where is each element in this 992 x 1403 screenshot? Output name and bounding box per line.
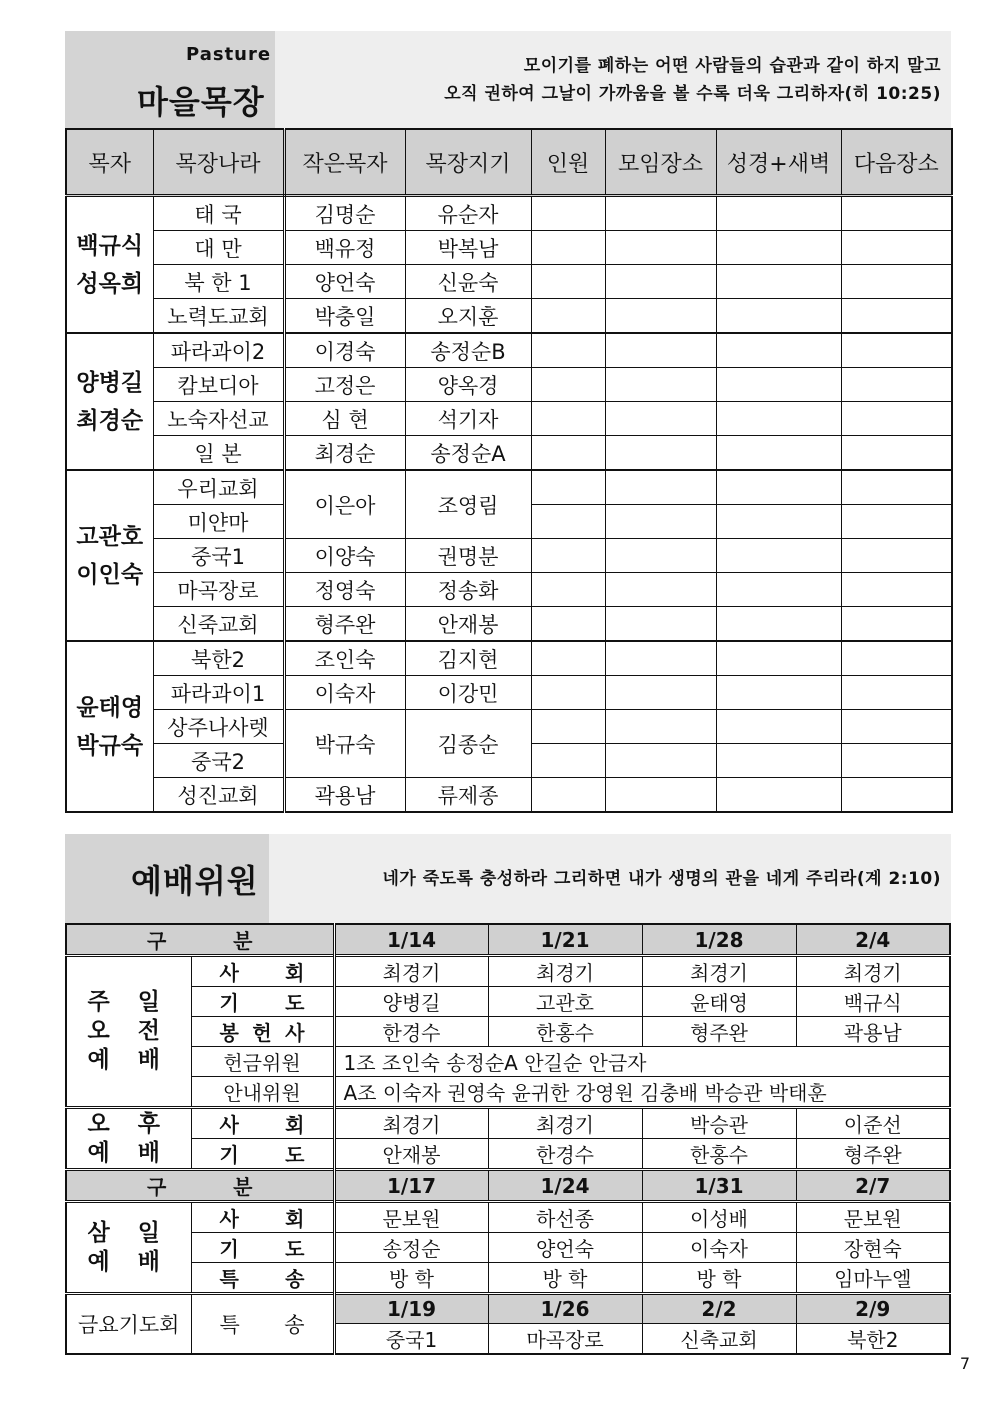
count-cell [531,676,605,710]
pasture-header [65,31,951,128]
table-row [66,436,952,471]
place-cell [605,641,716,676]
place-cell [605,505,716,539]
count-cell [531,265,605,299]
page-number: 7 [959,1354,970,1373]
role-mc: 사 회 [191,1108,334,1139]
small-pastor-cell: 박규숙 [284,710,405,778]
small-pastor-cell: 형주완 [284,607,405,642]
country-cell: 파라과이2 [153,333,284,368]
small-pastor-cell: 고정은 [284,368,405,402]
small-pastor-cell: 정영숙 [284,573,405,607]
small-pastor-cell: 백유정 [284,231,405,265]
place-cell [605,607,716,642]
count-cell [531,333,605,368]
sunday-am-label: 주 일 오 전 예 배 [66,956,191,1108]
role-prayer: 기 도 [191,1139,334,1170]
am-offering-committee-row [66,1047,950,1077]
bible-cell [716,299,841,334]
bible-cell [716,231,841,265]
next-cell [841,778,952,813]
wed-special-cell: 방 학 [642,1263,796,1294]
keeper-cell: 조영림 [405,470,531,539]
next-cell [841,299,952,334]
role-prayer: 기 도 [191,1233,334,1263]
count-cell [531,196,605,231]
table-row [66,402,952,436]
keeper-cell: 송정순B [405,333,531,368]
role-mc: 사 회 [191,956,334,987]
group-pastor: 고관호 이인숙 [66,470,153,641]
small-pastor-cell: 이은아 [284,470,405,539]
next-cell [841,505,952,539]
date-cell: 2/7 [796,1170,950,1202]
worship-verse: 네가 죽도록 충성하라 그리하면 내가 생명의 관을 네게 주리라(계 2:10) [382,869,941,889]
keeper-cell: 안재봉 [405,607,531,642]
header-meeting-place: 모임장소 [605,129,716,196]
keeper-cell: 신윤숙 [405,265,531,299]
table-row [66,778,952,813]
keeper-cell: 오지훈 [405,299,531,334]
country-cell: 미얀마 [153,505,284,539]
country-cell: 상주나사렛 [153,710,284,744]
wed-special-cell: 임마누엘 [796,1263,950,1294]
fri-special-cell: 신축교회 [642,1324,796,1355]
fri-label: 금요기도회 [66,1294,191,1355]
country-cell: 우리교회 [153,470,284,505]
next-cell [841,744,952,778]
table-row [66,710,952,744]
pm-mc-cell: 최경기 [488,1108,642,1139]
next-cell [841,539,952,573]
date-cell: 1/17 [334,1170,488,1202]
table-row [66,607,952,642]
pm-prayer-row [66,1139,950,1170]
bible-cell [716,607,841,642]
worship-title-ko: 예배위원 [131,862,259,900]
bible-cell [716,505,841,539]
country-cell: 파라과이1 [153,676,284,710]
wed-mc-row [66,1202,950,1233]
pm-mc-row [66,1108,950,1139]
date-cell: 1/31 [642,1170,796,1202]
bible-cell [716,333,841,368]
header-country: 목장나라 [153,129,284,196]
table-row [66,470,952,505]
am-mc-row [66,956,950,987]
table-row [66,573,952,607]
next-cell [841,402,952,436]
bible-cell [716,744,841,778]
header-small-pastor: 작은목자 [284,129,405,196]
sunday-date-row [66,924,950,956]
country-cell: 북한2 [153,641,284,676]
keeper-cell: 양옥경 [405,368,531,402]
header-keeper: 목장지기 [405,129,531,196]
am-offering-cell: 한홍수 [488,1017,642,1047]
count-cell [531,299,605,334]
guide-committee-cell: A조 이숙자 권영숙 윤귀한 강영원 김충배 박승관 박태훈 [334,1077,950,1108]
small-pastor-cell: 박충일 [284,299,405,334]
date-cell: 2/2 [642,1294,796,1324]
count-cell [531,539,605,573]
wed-prayer-cell: 장현숙 [796,1233,950,1263]
header-pastor: 목자 [66,129,153,196]
next-cell [841,641,952,676]
count-cell [531,744,605,778]
role-offering: 봉 헌 사 [191,1017,334,1047]
bible-cell [716,436,841,471]
country-cell: 마곡장로 [153,573,284,607]
small-pastor-cell: 이경숙 [284,333,405,368]
role-prayer: 기 도 [191,987,334,1017]
pasture-table [65,128,953,813]
date-cell: 1/24 [488,1170,642,1202]
division-header: 구 분 [66,924,334,956]
next-cell [841,368,952,402]
date-cell: 1/21 [488,924,642,956]
date-cell: 1/14 [334,924,488,956]
pasture-title-ko: 마을목장 [137,83,265,121]
keeper-cell: 이강민 [405,676,531,710]
wed-mc-cell: 문보원 [334,1202,488,1233]
wed-prayer-cell: 이숙자 [642,1233,796,1263]
bible-cell [716,402,841,436]
keeper-cell: 박복남 [405,231,531,265]
am-prayer-cell: 백규식 [796,987,950,1017]
pm-prayer-cell: 한경수 [488,1139,642,1170]
am-offering-cell: 한경수 [334,1017,488,1047]
role-special: 특 송 [191,1263,334,1294]
keeper-cell: 김지현 [405,641,531,676]
bible-cell [716,676,841,710]
pm-prayer-cell: 형주완 [796,1139,950,1170]
country-cell: 대 만 [153,231,284,265]
small-pastor-cell: 심 현 [284,402,405,436]
place-cell [605,573,716,607]
group-pastor: 백규식 성옥희 [66,196,153,334]
pm-prayer-cell: 안재봉 [334,1139,488,1170]
wed-mc-cell: 하선종 [488,1202,642,1233]
place-cell [605,710,716,744]
table-row [66,196,952,231]
next-cell [841,333,952,368]
country-cell: 캄보디아 [153,368,284,402]
next-cell [841,196,952,231]
am-prayer-row [66,987,950,1017]
wed-special-row [66,1263,950,1294]
date-cell: 1/28 [642,924,796,956]
next-cell [841,607,952,642]
keeper-cell: 석기자 [405,402,531,436]
pm-mc-cell: 박승관 [642,1108,796,1139]
place-cell [605,231,716,265]
place-cell [605,368,716,402]
place-cell [605,436,716,471]
place-cell [605,196,716,231]
am-mc-cell: 최경기 [334,956,488,987]
wed-special-cell: 방 학 [334,1263,488,1294]
keeper-cell: 정송화 [405,573,531,607]
next-cell [841,470,952,505]
next-cell [841,231,952,265]
count-cell [531,402,605,436]
am-prayer-cell: 고관호 [488,987,642,1017]
role-offering-committee: 헌금위원 [191,1047,334,1077]
pasture-title-en: Pasture [186,44,272,65]
place-cell [605,299,716,334]
place-cell [605,539,716,573]
place-cell [605,676,716,710]
country-cell: 일 본 [153,436,284,471]
table-row [66,333,952,368]
am-mc-cell: 최경기 [796,956,950,987]
country-cell: 중국2 [153,744,284,778]
keeper-cell: 유순자 [405,196,531,231]
pasture-header-row [66,129,952,196]
group-pastor: 양병길 최경순 [66,333,153,470]
table-row [66,299,952,334]
pm-mc-cell: 이준선 [796,1108,950,1139]
header-next-place: 다음장소 [841,129,952,196]
header-bible-dawn: 성경+새벽 [716,129,841,196]
group-pastor: 윤태영 박규숙 [66,641,153,812]
role-guide-committee: 안내위원 [191,1077,334,1108]
small-pastor-cell: 김명순 [284,196,405,231]
date-cell: 2/9 [796,1294,950,1324]
bible-cell [716,470,841,505]
country-cell: 성진교회 [153,778,284,813]
date-cell: 1/26 [488,1294,642,1324]
am-prayer-cell: 윤태영 [642,987,796,1017]
am-offering-row [66,1017,950,1047]
bible-cell [716,368,841,402]
place-cell [605,402,716,436]
count-cell [531,368,605,402]
wed-mc-cell: 문보원 [796,1202,950,1233]
next-cell [841,436,952,471]
bible-cell [716,641,841,676]
role-special: 특 송 [191,1294,334,1355]
next-cell [841,676,952,710]
bible-cell [716,710,841,744]
country-cell: 북 한 1 [153,265,284,299]
country-cell: 신죽교회 [153,607,284,642]
place-cell [605,470,716,505]
am-guide-committee-row [66,1077,950,1108]
bible-cell [716,573,841,607]
pasture-verse-line2: 오직 권하여 그날이 가까움을 볼 수록 더욱 그리하자(히 10:25) [444,84,941,104]
header-count: 인원 [531,129,605,196]
table-row [66,676,952,710]
fri-special-cell: 마곡장로 [488,1324,642,1355]
bible-cell [716,539,841,573]
sunday-pm-label: 오 후 예 배 [66,1108,191,1170]
next-cell [841,265,952,299]
bible-cell [716,265,841,299]
count-cell [531,573,605,607]
pasture-verse-line1: 모이기를 폐하는 어떤 사람들의 습관과 같이 하지 말고 [523,56,941,76]
date-cell: 1/19 [334,1294,488,1324]
division-header: 구 분 [66,1170,334,1202]
count-cell [531,470,605,505]
worship-header [65,834,951,923]
am-mc-cell: 최경기 [488,956,642,987]
table-row [66,539,952,573]
wed-prayer-cell: 송정순 [334,1233,488,1263]
next-cell [841,710,952,744]
next-cell [841,573,952,607]
place-cell [605,265,716,299]
country-cell: 노력도교회 [153,299,284,334]
count-cell [531,778,605,813]
count-cell [531,641,605,676]
date-cell: 2/4 [796,924,950,956]
keeper-cell: 권명분 [405,539,531,573]
table-row [66,265,952,299]
place-cell [605,744,716,778]
count-cell [531,231,605,265]
small-pastor-cell: 조인숙 [284,641,405,676]
am-offering-cell: 형주완 [642,1017,796,1047]
am-offering-cell: 곽용남 [796,1017,950,1047]
am-mc-cell: 최경기 [642,956,796,987]
wed-prayer-row [66,1233,950,1263]
wed-label: 삼 일 예 배 [66,1202,191,1294]
keeper-cell: 김종순 [405,710,531,778]
fri-date-row [66,1294,950,1324]
place-cell [605,778,716,813]
offering-committee-cell: 1조 조인숙 송정순A 안길순 안금자 [334,1047,950,1077]
count-cell [531,710,605,744]
place-cell [605,333,716,368]
wed-prayer-cell: 양언숙 [488,1233,642,1263]
fri-special-cell: 중국1 [334,1324,488,1355]
table-row [66,368,952,402]
small-pastor-cell: 이숙자 [284,676,405,710]
bible-cell [716,196,841,231]
small-pastor-cell: 최경순 [284,436,405,471]
role-mc: 사 회 [191,1202,334,1233]
wed-mc-cell: 이성배 [642,1202,796,1233]
worship-table [65,923,951,1355]
keeper-cell: 송정순A [405,436,531,471]
country-cell: 태 국 [153,196,284,231]
count-cell [531,436,605,471]
bible-cell [716,778,841,813]
table-row [66,641,952,676]
pm-mc-cell: 최경기 [334,1108,488,1139]
pm-prayer-cell: 한홍수 [642,1139,796,1170]
count-cell [531,607,605,642]
small-pastor-cell: 양언숙 [284,265,405,299]
am-prayer-cell: 양병길 [334,987,488,1017]
small-pastor-cell: 곽용남 [284,778,405,813]
small-pastor-cell: 이양숙 [284,539,405,573]
table-row [66,231,952,265]
country-cell: 중국1 [153,539,284,573]
wed-special-cell: 방 학 [488,1263,642,1294]
country-cell: 노숙자선교 [153,402,284,436]
count-cell [531,505,605,539]
fri-special-cell: 북한2 [796,1324,950,1355]
keeper-cell: 류제종 [405,778,531,813]
wed-date-row [66,1170,950,1202]
